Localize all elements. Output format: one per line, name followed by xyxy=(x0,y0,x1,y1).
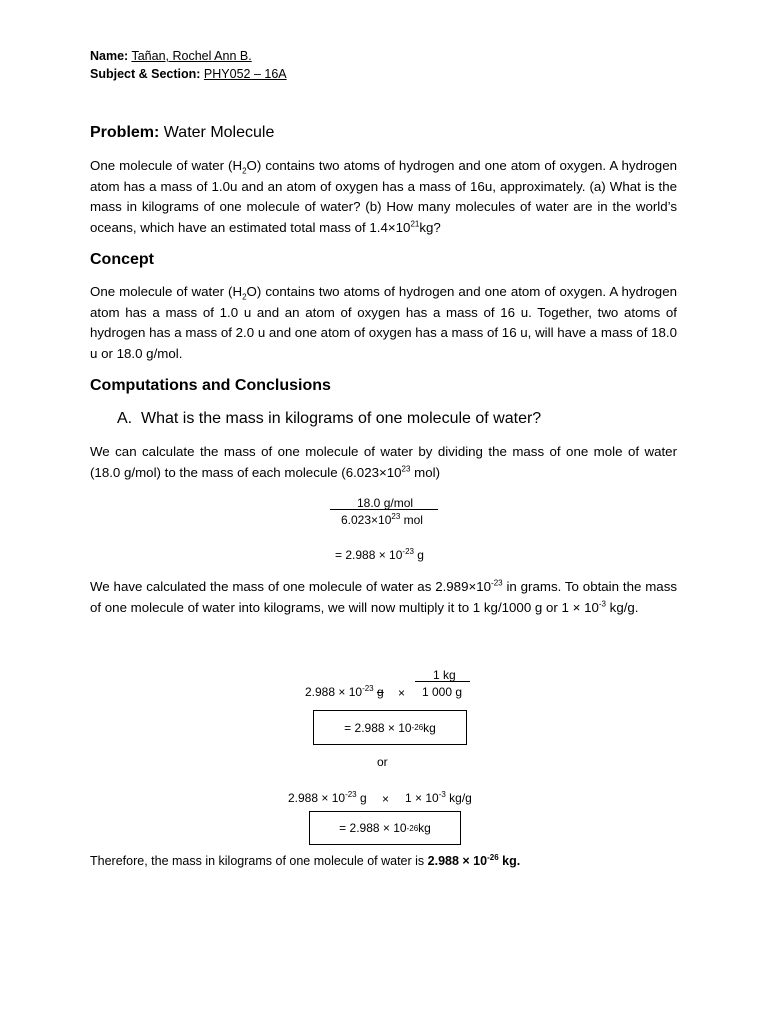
eq2-denominator: 1 000 g xyxy=(422,685,463,699)
computation-paragraph-1: We can calculate the mass of one molecule of water by dividing the mass of one mole of water (18.0 g/mol) to the mass of each molecule ($6.023\times 10^{23}$ mol) xyxy=(90,444,677,480)
eq3-left: $2.988 \times 10^{-23}$ g xyxy=(288,790,367,805)
or-label: or xyxy=(377,755,388,769)
question-a-marker: A. xyxy=(117,410,133,427)
problem-heading xyxy=(90,124,274,142)
result1: = $2.988 \times 10^{-23}$ g xyxy=(335,547,424,562)
eq2-fraction-bar xyxy=(415,681,470,682)
eq3-times: × xyxy=(382,792,390,806)
name-label: Name: xyxy=(90,49,129,63)
question-a xyxy=(117,410,541,428)
concept-heading: Concept xyxy=(90,251,154,268)
eq3-right: $1 \times 10^{-3}$ kg/g xyxy=(405,790,472,805)
computation-paragraph-2: We have calculated the mass of one molecule of water as $2.989\times 10^{-23}$ in grams. To obtain the mass of one molecule of water into kilograms, we will now multiply it to 1 kg/1000 g or $1 \times 10^{-3}$ kg/g. xyxy=(90,578,677,615)
result-box-1: = 2.988 × 10 -26 kg xyxy=(313,710,467,745)
name-line xyxy=(90,48,252,64)
name-value: Tañan, Rochel Ann B. xyxy=(131,49,252,63)
result-box-2: = 2.988 × 10 -26 kg xyxy=(309,811,461,845)
problem-label: Problem: xyxy=(90,124,160,141)
subject-label: Subject & Section: xyxy=(90,67,201,81)
fraction1-denominator: $6.023\times 10^{23}$ mol xyxy=(341,512,423,527)
question-a-text: What is the mass in kilograms of one molecule of water? xyxy=(141,410,542,427)
problem-paragraph: One molecule of water $(H_2O)$ contains two atoms of hydrogen and one atom of oxygen. A hydrogen atom has a mass of 1.0u and an atom of oxygen has a mass of 16u, approximately. (a) What is the mass in kilograms of one molecule of water? (b) How many molecules of water are in the world’s oceans, which have an estimated total mass of $1.4\times 10^{21}kg$? xyxy=(90,158,677,235)
concept-paragraph: One molecule of water $(H_2O)$ contains two atoms of hydrogen and one atom of oxygen. A hydrogen atom has a mass of 1.0 u and an atom of oxygen has a mass of 16 u. Together, two atoms of hydrogen has a mass of 2.0 u and one atom of oxygen has a mass of 16 u, will have a mass of 18.0 u or 18.0 g/mol. xyxy=(90,284,677,361)
computations-heading: Computations and Conclusions xyxy=(90,377,331,394)
fraction1-bar xyxy=(330,509,438,510)
fraction1-numerator: 18.0 g/mol xyxy=(357,496,414,510)
problem-title: Water Molecule xyxy=(163,124,275,141)
eq2-times: × xyxy=(398,686,406,700)
subject-line xyxy=(90,66,287,82)
eq2-left: $2.988 \times 10^{-23}$ g xyxy=(305,684,384,699)
eq2-numerator: 1 kg xyxy=(433,668,456,682)
subject-value: PHY052 – 16A xyxy=(203,67,287,81)
conclusion: Therefore, the mass in kilograms of one molecule of water is $2.988 \times 10^{-26}$ kg. xyxy=(90,852,521,868)
